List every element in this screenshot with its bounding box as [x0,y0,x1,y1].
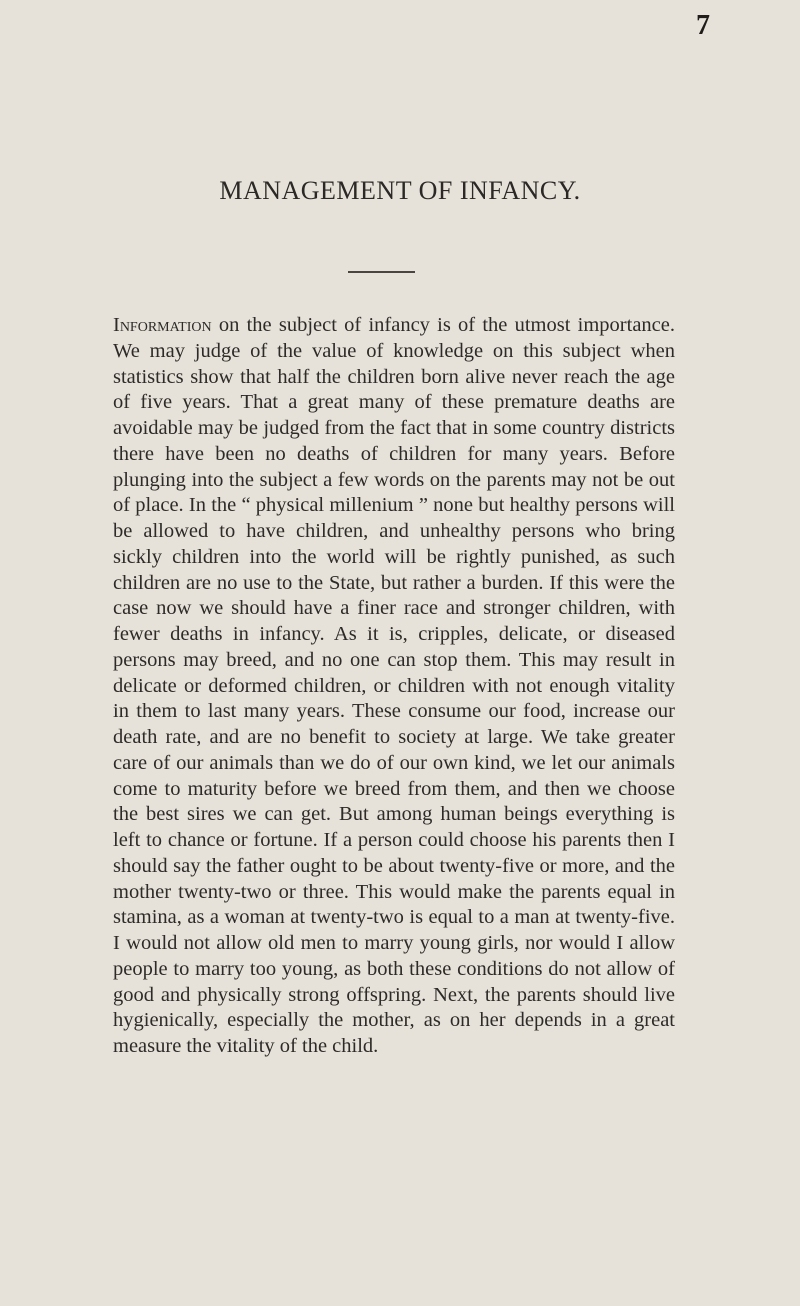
lead-word: Information [113,314,212,336]
body-paragraph [113,313,675,1060]
chapter-heading: MANAGEMENT OF INFANCY. [219,176,581,205]
paragraph-text: on the subject of infancy is of the utmost importance. We may judge of the value of knowledge on this subject when statistics show that half the children born alive never reach the age of five years. That a great many of these premature deaths are avoidable may be judged from the fact that in some country districts there have been no deaths of children for many years. Before plunging into the subject a few words on the parents may not be out of place. In the “ physical millenium ” none but healthy persons will be allowed to have children, and unhealthy persons who bring sickly children into the world will be rightly punished, as such children are no use to the State, but rather a burden. If this were the case now we should have a finer race and stronger children, with fewer deaths in infancy. As it is, cripples, delicate, or diseased persons may breed, and no one can stop them. This may result in delicate or deformed children, or children with not enough vitality in them to last many years. These consume our food, increase our death rate, and are no benefit to society at large. We take greater care of our animals than we do of our own kind, we let our animals come to maturity before we breed from them, and then we choose the best sires we can get. But among human beings everything is left to chance or fortune. If a person could choose his parents then I should say the father ought to be about twenty-five or more, and the mother twenty-two or three. This would make the parents equal in stamina, as a woman at twenty-two is equal to a man at twenty-five. I would not allow old men to marry young girls, nor would I allow people to marry too young, as both these conditions do not allow of good and physically strong offspring. Next, the parents should live hygienically, especially the mother, as on her depends in a great measure the vitality of the child. [113,314,675,1057]
page-number: 7 [696,10,710,41]
heading-divider [348,271,415,273]
